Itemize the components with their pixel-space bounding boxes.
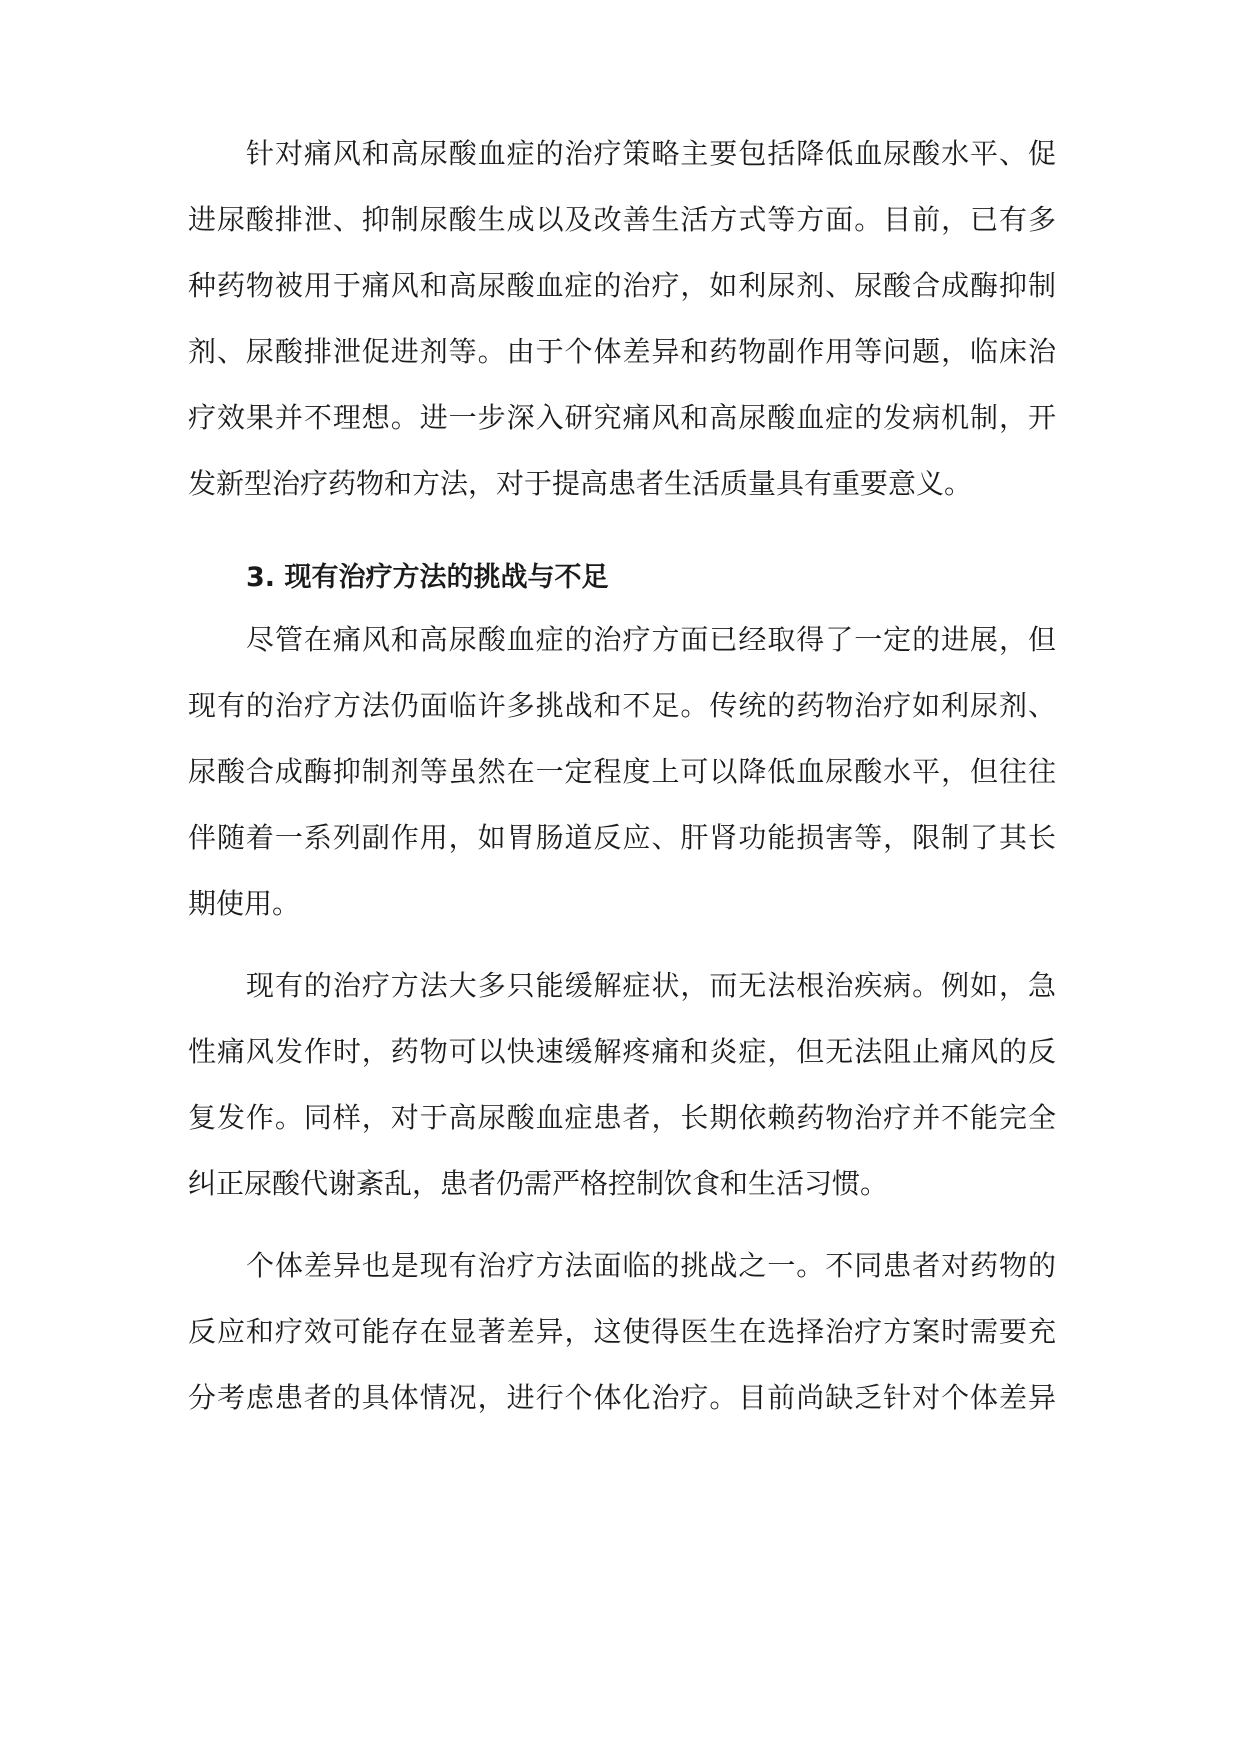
paragraph-3-line-4: 纠正尿酸代谢紊乱，患者仍需严格控制饮食和生活习惯。 — [188, 1167, 889, 1200]
paragraph-1-line-6: 发新型治疗药物和方法，对于提高患者生活质量具有重要意义。 — [188, 467, 973, 500]
paragraph-2-line-2: 现有的治疗方法仍面临许多挑战和不足。传统的药物治疗如利尿剂、 — [188, 689, 1056, 722]
paragraph-3-line-3: 复发作。同样，对于高尿酸血症患者，长期依赖药物治疗并不能完全 — [188, 1101, 1056, 1134]
section-heading: 3. 现有治疗方法的挑战与不足 — [246, 562, 609, 593]
paragraph-4-line-3: 分考虑患者的具体情况，进行个体化治疗。目前尚缺乏针对个体差异 — [188, 1381, 1056, 1414]
paragraph-2-line-4: 伴随着一系列副作用，如胃肠道反应、肝肾功能损害等，限制了其长 — [188, 821, 1056, 854]
paragraph-4-line-1: 个体差异也是现有治疗方法面临的挑战之一。不同患者对药物的 — [246, 1249, 1056, 1282]
paragraph-1-line-2: 进尿酸排泄、抑制尿酸生成以及改善生活方式等方面。目前，已有多 — [188, 203, 1056, 236]
paragraph-2-line-3: 尿酸合成酶抑制剂等虽然在一定程度上可以降低血尿酸水平，但往往 — [188, 755, 1056, 788]
paragraph-2-line-5: 期使用。 — [188, 887, 301, 920]
paragraph-3-line-1: 现有的治疗方法大多只能缓解症状，而无法根治疾病。例如，急 — [246, 969, 1056, 1002]
paragraph-4-line-2: 反应和疗效可能存在显著差异，这使得医生在选择治疗方案时需要充 — [188, 1315, 1056, 1348]
paragraph-1-line-4: 剂、尿酸排泄促进剂等。由于个体差异和药物副作用等问题，临床治 — [188, 335, 1056, 368]
paragraph-1-line-1: 针对痛风和高尿酸血症的治疗策略主要包括降低血尿酸水平、促 — [246, 137, 1056, 170]
paragraph-3-line-2: 性痛风发作时，药物可以快速缓解疼痛和炎症，但无法阻止痛风的反 — [188, 1035, 1056, 1068]
paragraph-1-line-5: 疗效果并不理想。进一步深入研究痛风和高尿酸血症的发病机制，开 — [188, 401, 1056, 434]
paragraph-1-line-3: 种药物被用于痛风和高尿酸血症的治疗，如利尿剂、尿酸合成酶抑制 — [188, 269, 1056, 302]
paragraph-2-line-1: 尽管在痛风和高尿酸血症的治疗方面已经取得了一定的进展，但 — [246, 623, 1056, 656]
